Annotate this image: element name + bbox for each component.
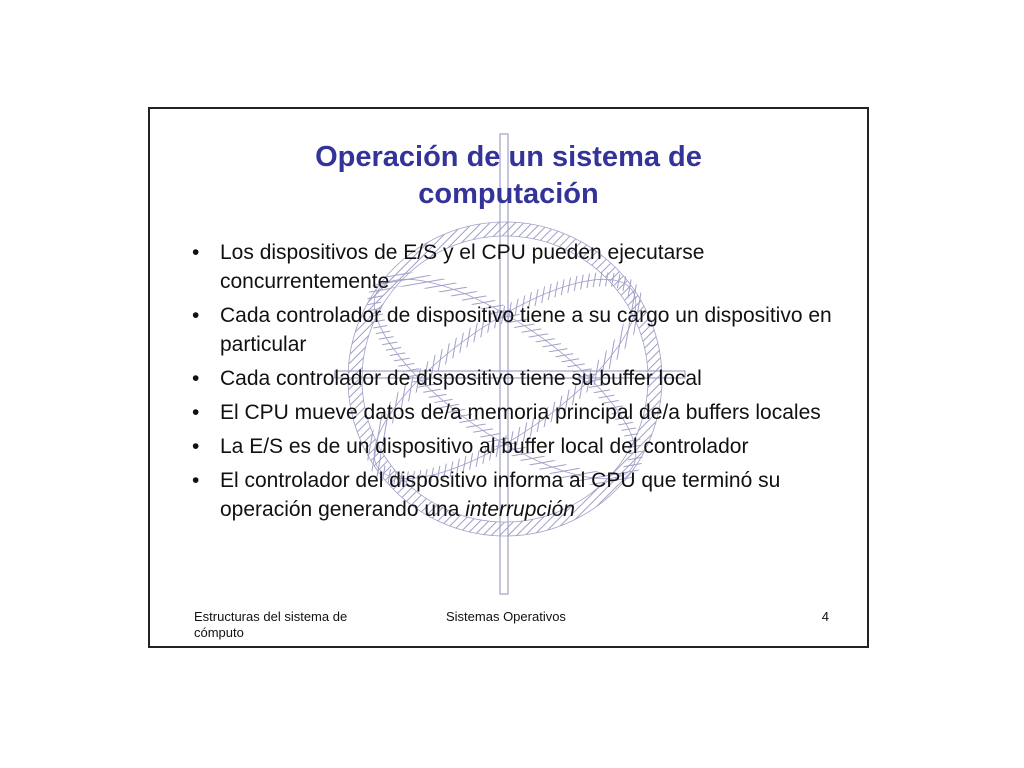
bullet-text: Los dispositivos de E/S y el CPU pueden ejecutarse concurrentemente bbox=[220, 241, 705, 293]
bullet-text-emphasis: interrupción bbox=[465, 498, 575, 521]
bullet-icon: • bbox=[192, 435, 200, 458]
bullet-icon: • bbox=[192, 367, 200, 390]
slide-title-line-1: Operación de un sistema de bbox=[315, 141, 702, 173]
bullet-icon: • bbox=[192, 401, 200, 424]
bullet-text: Cada controlador de dispositivo tiene su buffer local bbox=[220, 367, 702, 390]
bullet-icon: • bbox=[192, 241, 200, 264]
bullet-list bbox=[190, 238, 850, 529]
bullet-item bbox=[190, 466, 850, 524]
footer-course-name: Sistemas Operativos bbox=[446, 609, 566, 624]
bullet-text: El CPU mueve datos de/a memoria principal de/a buffers locales bbox=[220, 401, 821, 424]
bullet-item bbox=[190, 432, 850, 461]
bullet-icon: • bbox=[192, 304, 200, 327]
bullet-item bbox=[190, 238, 850, 296]
footer-section-title: Estructuras del sistema de cómputo bbox=[194, 609, 348, 640]
bullet-text: El controlador del dispositivo informa al CPU que terminó su operación generando una bbox=[220, 469, 781, 521]
bullet-text: Cada controlador de dispositivo tiene a su cargo un dispositivo en particular bbox=[220, 304, 832, 356]
slide-title-line-2: computación bbox=[418, 178, 599, 210]
page-number: 4 bbox=[821, 609, 829, 624]
bullet-text: La E/S es de un dispositivo al buffer local del controlador bbox=[220, 435, 749, 458]
bullet-item bbox=[190, 301, 850, 359]
bullet-item bbox=[190, 398, 850, 427]
slide bbox=[148, 107, 869, 648]
slide-title bbox=[150, 139, 867, 213]
bullet-item bbox=[190, 364, 850, 393]
bullet-icon: • bbox=[192, 469, 200, 492]
